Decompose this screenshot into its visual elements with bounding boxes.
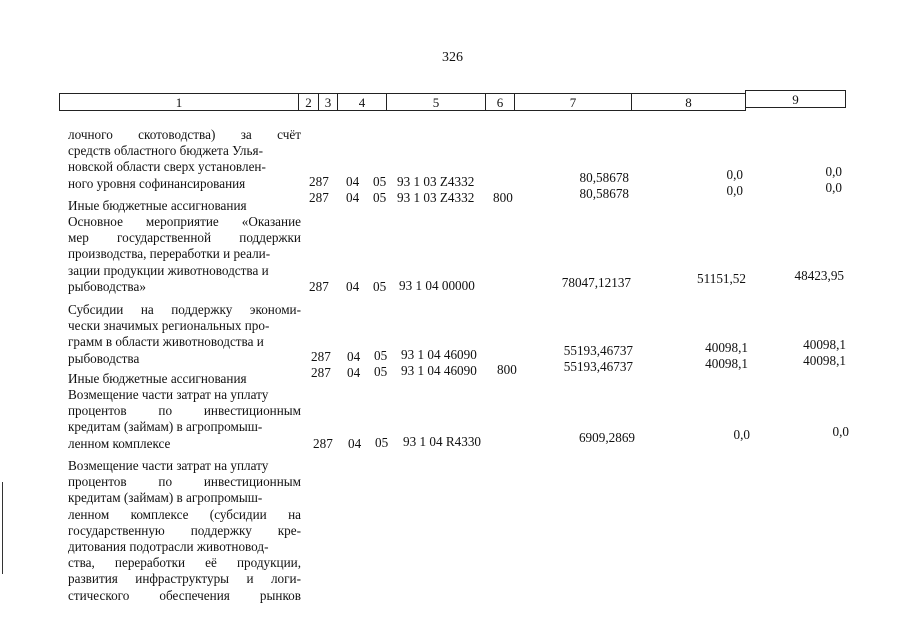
cell-c4: 05 (374, 348, 388, 363)
table-header (59, 93, 846, 117)
cell-c5: 93 1 04 46090 (401, 347, 477, 362)
page-edge-line (2, 482, 3, 574)
cell-c4: 05 (375, 435, 389, 450)
description-line: мер государственной поддержки (68, 230, 301, 246)
cell-c4: 05 (373, 174, 387, 189)
cell-c9: 0,0 (832, 424, 849, 439)
column-header: 2 (298, 93, 319, 111)
cell-c2: 287 (309, 190, 329, 205)
column-header: 4 (337, 93, 387, 111)
description-line: производства, переработки и реали- (68, 246, 271, 262)
description-line: процентов по инвестиционным (68, 474, 301, 490)
description-line: рыбоводства» (68, 278, 146, 294)
cell-c8: 40098,1 (705, 356, 748, 371)
cell-c4: 05 (373, 279, 387, 294)
cell-c2: 287 (311, 365, 331, 380)
description-line: Иные бюджетные ассигнования (68, 198, 247, 213)
cell-c5: 93 1 03 Z4332 (397, 174, 475, 189)
cell-c7: 55193,46737 (563, 359, 633, 374)
cell-c6: 800 (497, 362, 517, 377)
cell-c2: 287 (311, 349, 331, 364)
description-line: средств областного бюджета Улья- (68, 143, 263, 159)
column-header: 8 (631, 93, 746, 111)
cell-c9: 0,0 (825, 180, 842, 195)
description-line: Возмещение части затрат на уплату (68, 458, 269, 473)
description-line: кредитам (займам) в агропромыш- (68, 490, 263, 506)
cell-c8: 0,0 (726, 167, 743, 182)
column-header: 6 (485, 93, 515, 111)
description-line: стического обеспечения рынков (68, 587, 301, 603)
cell-c3: 04 (346, 174, 360, 189)
column-header: 9 (745, 90, 846, 108)
description-line: грамм в области животноводства и (68, 334, 264, 350)
description-line: лочного скотоводства) за счёт (68, 127, 301, 142)
column-header: 1 (59, 93, 299, 111)
column-header: 5 (386, 93, 486, 111)
description-line: Иные бюджетные ассигнования (68, 371, 247, 386)
cell-c8: 0,0 (733, 427, 750, 442)
cell-c5: 93 1 04 46090 (401, 363, 477, 378)
cell-c9: 40098,1 (803, 337, 846, 352)
cell-c4: 05 (373, 190, 387, 205)
description-block (68, 458, 301, 604)
description-line: дитования подотрасли животновод- (68, 539, 269, 555)
cell-c2: 287 (309, 279, 329, 294)
cell-c5: 93 1 04 R4330 (403, 434, 482, 449)
cell-c9: 0,0 (825, 164, 842, 179)
description-block (68, 214, 301, 295)
cell-c9: 40098,1 (803, 353, 846, 368)
column-header: 3 (318, 93, 338, 111)
description-line: зации продукции животноводства и (68, 262, 269, 278)
cell-c3: 04 (347, 365, 361, 380)
description-block (68, 127, 301, 192)
cell-c7: 80,58678 (579, 170, 629, 185)
cell-c7: 78047,12137 (561, 275, 631, 290)
description-line: чески значимых региональных про- (68, 318, 270, 334)
cell-c4: 05 (374, 364, 388, 379)
cell-c5: 93 1 04 00000 (399, 278, 475, 293)
cell-c7: 55193,46737 (563, 343, 633, 358)
column-header: 7 (514, 93, 632, 111)
cell-c3: 04 (347, 349, 361, 364)
cell-c2: 287 (309, 174, 329, 189)
description-line: процентов по инвестиционным (68, 403, 301, 419)
description-block (68, 302, 301, 367)
cell-c3: 04 (348, 436, 362, 451)
cell-c8: 40098,1 (705, 340, 748, 355)
cell-c7: 80,58678 (579, 186, 629, 201)
description-line: кредитам (займам) в агропромыш- (68, 419, 263, 435)
cell-c9: 48423,95 (794, 268, 844, 283)
description-line: новской области сверх установлен- (68, 159, 266, 175)
description-block (68, 371, 301, 387)
description-line: ства, переработки её продукции, (68, 555, 301, 571)
description-line: ленном комплексе (68, 435, 171, 451)
cell-c3: 04 (346, 279, 360, 294)
description-line: Основное мероприятие «Оказание (68, 214, 301, 229)
description-line: Возмещение части затрат на уплату (68, 387, 269, 402)
description-line: Субсидии на поддержку экономи- (68, 302, 301, 317)
description-block (68, 198, 301, 214)
description-line: рыбоводства (68, 350, 140, 366)
cell-c2: 287 (313, 436, 333, 451)
cell-c8: 0,0 (726, 183, 743, 198)
page-number: 326 (442, 50, 463, 65)
description-line: ного уровня софинансирования (68, 175, 246, 191)
description-block (68, 387, 301, 452)
cell-c3: 04 (346, 190, 360, 205)
cell-c8: 51151,52 (697, 271, 746, 286)
cell-c6: 800 (493, 190, 513, 205)
description-line: государственную поддержку кре- (68, 522, 301, 538)
description-line: ленном комплексе (субсидии на (68, 506, 301, 522)
description-line: развития инфраструктуры и логи- (68, 571, 301, 587)
cell-c5: 93 1 03 Z4332 (397, 190, 475, 205)
cell-c7: 6909,2869 (578, 430, 635, 445)
